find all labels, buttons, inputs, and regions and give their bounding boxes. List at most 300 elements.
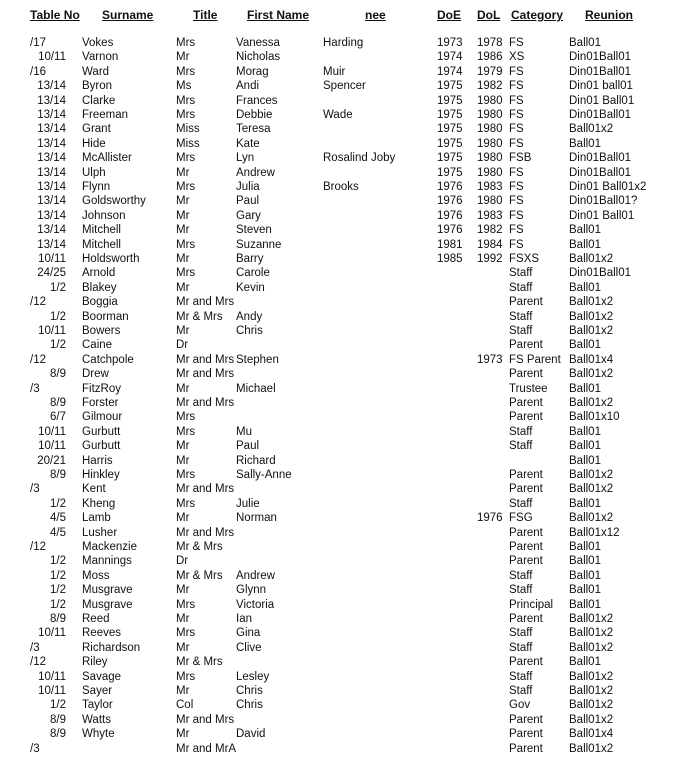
table-row [0, 411, 684, 425]
title-cell: Mr [176, 685, 190, 697]
table-row [0, 455, 684, 469]
category-cell: Parent [509, 368, 543, 381]
table-row [0, 714, 684, 728]
nee-cell: Wade [323, 109, 353, 121]
table-row [0, 383, 684, 397]
surname-cell: Mitchell [82, 224, 121, 237]
reunion-cell: Ball01 [569, 440, 601, 453]
category-cell: Staff [509, 310, 533, 323]
table-row [0, 743, 684, 757]
header-reunion: Reunion [585, 8, 633, 22]
dol-cell: 1992 [477, 253, 503, 265]
nee-cell: Brooks [323, 181, 359, 193]
reunion-cell: Ball01x12 [569, 526, 620, 539]
first-name-cell: Julie [236, 497, 260, 510]
surname-cell: Ward [82, 65, 110, 78]
table-row [0, 642, 684, 656]
category-cell: Staff [509, 425, 533, 438]
table-no-cell: 10/11 [38, 685, 66, 697]
surname-cell: Gurbutt [82, 425, 121, 438]
category-cell: Staff [509, 497, 533, 510]
table-row [0, 195, 684, 209]
first-name-cell: Gina [236, 627, 261, 640]
nee-cell: Rosalind Joby [323, 152, 396, 165]
table-no-cell: /12 [30, 656, 46, 669]
category-cell: FS [509, 238, 524, 251]
category-cell: Parent [509, 555, 543, 568]
table-no-cell: /12 [30, 296, 46, 309]
header-table-no: Table No [30, 8, 80, 22]
surname-cell: Gurbutt [82, 440, 121, 453]
table-row [0, 224, 684, 238]
reunion-cell: Din01Ball01 [569, 267, 632, 280]
title-cell: Mr [176, 454, 190, 467]
category-cell: FS Parent [509, 353, 561, 366]
title-cell: Mr [176, 51, 190, 64]
surname-cell: Drew [82, 368, 109, 381]
surname-cell: Richardson [82, 641, 141, 654]
table-row [0, 627, 684, 641]
table-row [0, 599, 684, 613]
surname-cell: Kheng [82, 497, 116, 510]
header-category: Category [511, 8, 564, 22]
reunion-cell: Ball01x2 [569, 742, 614, 755]
doe-cell: 1976 [437, 224, 463, 237]
title-cell: Mr [176, 253, 190, 265]
dol-cell: 1979 [477, 65, 503, 78]
table-row [0, 699, 684, 713]
title-cell: Mr [176, 325, 190, 337]
dol-cell: 1983 [477, 181, 503, 193]
header-dol: DoL [477, 8, 501, 22]
title-cell: Mr and MrA [176, 742, 236, 755]
category-cell: Staff [509, 670, 533, 683]
table-no-cell: 8/9 [50, 469, 66, 481]
table-no-cell: /3 [30, 641, 40, 654]
table-no-cell: 13/14 [37, 80, 66, 93]
category-cell: Staff [509, 627, 533, 640]
surname-cell: Reeves [82, 627, 121, 640]
table-no-cell: 13/14 [37, 209, 66, 222]
title-cell: Dr [176, 555, 189, 568]
surname-cell: Freeman [82, 109, 129, 121]
title-cell: Mr [176, 584, 190, 597]
table-row [0, 267, 684, 281]
first-name-cell: David [236, 728, 266, 741]
dol-cell: 1978 [477, 37, 503, 49]
table-no-cell: 8/9 [50, 613, 66, 625]
category-cell: Staff [509, 281, 533, 294]
title-cell: Mr [176, 613, 190, 625]
category-cell: Parent [509, 613, 543, 625]
surname-cell: Boorman [82, 310, 129, 323]
first-name-cell: Barry [236, 253, 264, 265]
surname-cell: Holdsworth [82, 253, 140, 265]
table-no-cell: 10/11 [38, 627, 66, 640]
first-name-cell: Michael [236, 382, 276, 395]
table-row [0, 426, 684, 440]
surname-cell: Flynn [82, 181, 111, 193]
table-row [0, 325, 684, 339]
title-cell: Mr and Mrs [176, 368, 235, 381]
first-name-cell: Lesley [236, 670, 270, 683]
reunion-cell: Ball01 [569, 224, 601, 237]
first-name-cell: Clive [236, 641, 262, 654]
dol-cell: 1980 [477, 195, 503, 208]
surname-cell: Bowers [82, 325, 121, 337]
table-row [0, 296, 684, 310]
reunion-cell: Din01Ball01 [569, 152, 632, 165]
table-no-cell: 8/9 [50, 713, 66, 726]
table-row [0, 239, 684, 253]
category-cell: Parent [509, 713, 543, 726]
title-cell: Mrs [176, 181, 196, 193]
nee-cell: Harding [323, 37, 364, 49]
category-cell: FSXS [509, 253, 540, 265]
reunion-cell: Ball01x2 [569, 325, 614, 337]
doe-cell: 1974 [437, 51, 463, 64]
category-cell: Parent [509, 742, 543, 755]
category-cell: Staff [509, 440, 533, 453]
first-name-cell: Mu [236, 425, 252, 438]
surname-cell: Taylor [82, 699, 113, 712]
first-name-cell: Andy [236, 310, 263, 323]
title-cell: Mr [176, 440, 190, 453]
reunion-cell: Din01Ball01 [569, 65, 632, 78]
category-cell: Trustee [509, 382, 548, 395]
category-cell: Staff [509, 641, 533, 654]
surname-cell: Lamb [82, 512, 111, 525]
category-cell: Staff [509, 584, 533, 597]
table-no-cell: /3 [30, 483, 40, 496]
reunion-cell: Ball01 [569, 584, 601, 597]
reunion-cell: Ball01x2 [569, 253, 614, 265]
table-no-cell: 1/2 [50, 584, 66, 597]
doe-cell: 1985 [437, 253, 463, 265]
table-no-cell: 4/5 [50, 526, 66, 539]
surname-cell: Hinkley [82, 469, 120, 481]
doe-cell: 1975 [437, 137, 463, 150]
reunion-cell: Ball01x10 [569, 411, 620, 424]
surname-cell: Byron [82, 80, 113, 93]
reunion-cell: Ball01 [569, 497, 601, 510]
dol-cell: 1980 [477, 94, 503, 107]
first-name-cell: Chris [236, 699, 263, 712]
title-cell: Col [176, 699, 194, 712]
table-row [0, 253, 684, 267]
title-cell: Mr & Mrs [176, 541, 223, 553]
reunion-cell: Ball01x2 [569, 512, 614, 525]
table-no-cell: 20/21 [37, 454, 66, 467]
table-row [0, 282, 684, 296]
first-name-cell: Victoria [236, 598, 275, 611]
table-no-cell: 8/9 [50, 397, 66, 409]
title-cell: Mr [176, 195, 190, 208]
table-row [0, 397, 684, 411]
table-no-cell: 1/2 [50, 310, 66, 323]
first-name-cell: Gary [236, 209, 261, 222]
table-row [0, 440, 684, 454]
dol-cell: 1983 [477, 209, 503, 222]
header-first-name: First Name [247, 8, 310, 22]
surname-cell: Boggia [82, 296, 118, 309]
first-name-cell: Stephen [236, 353, 279, 366]
title-cell: Mr and Mrs [176, 483, 235, 496]
nee-cell: Muir [323, 65, 346, 78]
category-cell: Parent [509, 526, 543, 539]
title-cell: Ms [176, 80, 192, 93]
table-no-cell: 10/11 [38, 425, 66, 438]
dol-cell: 1980 [477, 137, 503, 150]
table-no-cell: 8/9 [50, 728, 66, 741]
table-row [0, 138, 684, 152]
reunion-cell: Ball01 [569, 37, 601, 49]
table-no-cell: 4/5 [50, 512, 66, 525]
first-name-cell: Teresa [236, 123, 271, 136]
category-cell: FS [509, 137, 524, 150]
title-cell: Mr [176, 641, 190, 654]
category-cell: Parent [509, 469, 543, 481]
title-cell: Mr & Mrs [176, 569, 223, 582]
title-cell: Mr and Mrs [176, 713, 235, 726]
category-cell: FS [509, 94, 524, 107]
first-name-cell: Ian [236, 613, 252, 625]
doe-cell: 1981 [437, 238, 463, 251]
reunion-cell: Ball01x4 [569, 353, 614, 366]
surname-cell: Johnson [82, 209, 126, 222]
surname-cell: Forster [82, 397, 119, 409]
category-cell: FS [509, 195, 524, 208]
doe-cell: 1975 [437, 152, 463, 165]
table-no-cell: 1/2 [50, 497, 66, 510]
title-cell: Mrs [176, 411, 196, 424]
first-name-cell: Paul [236, 195, 260, 208]
table-no-cell: 13/14 [37, 123, 66, 136]
doe-cell: 1976 [437, 195, 463, 208]
title-cell: Mr [176, 209, 190, 222]
table-row [0, 685, 684, 699]
reunion-cell: Din01Ball01 [569, 166, 632, 179]
table-row [0, 613, 684, 627]
surname-cell: Whyte [82, 728, 115, 741]
surname-cell: Gilmour [82, 411, 123, 424]
category-cell: FS [509, 109, 524, 121]
category-cell: Parent [509, 483, 543, 496]
dol-cell: 1973 [477, 353, 503, 366]
surname-cell: Harris [82, 454, 113, 467]
title-cell: Mrs [176, 94, 196, 107]
surname-cell: Sayer [82, 685, 113, 697]
surname-cell: Grant [82, 123, 111, 136]
surname-cell: Ulph [82, 166, 106, 179]
header-doe: DoE [437, 8, 461, 22]
table-no-cell: 13/14 [37, 224, 66, 237]
table-row [0, 368, 684, 382]
table-no-cell: 13/14 [37, 181, 66, 193]
dol-cell: 1986 [477, 51, 503, 64]
surname-cell: Savage [82, 670, 122, 683]
reunion-cell: Ball01 [569, 238, 601, 251]
title-cell: Dr [176, 339, 189, 352]
title-cell: Mr [176, 281, 190, 294]
table-row [0, 541, 684, 555]
category-cell: Staff [509, 569, 533, 582]
category-cell: Parent [509, 397, 543, 409]
reunion-cell: Ball01x2 [569, 296, 614, 309]
category-cell: FSB [509, 152, 532, 165]
first-name-cell: Lyn [236, 152, 255, 165]
surname-cell: Goldsworthy [82, 195, 146, 208]
doe-cell: 1975 [437, 123, 463, 136]
surname-cell: McAllister [82, 152, 132, 165]
reunion-cell: Ball01 [569, 454, 601, 467]
reunion-cell: Ball01 [569, 541, 601, 553]
doe-cell: 1976 [437, 181, 463, 193]
table-row [0, 584, 684, 598]
table-no-cell: 24/25 [37, 267, 66, 280]
category-cell: Parent [509, 339, 543, 352]
category-cell: Parent [509, 411, 543, 424]
table-row [0, 469, 684, 483]
reunion-cell: Ball01 [569, 598, 601, 611]
table-no-cell: 1/2 [50, 598, 66, 611]
dol-cell: 1980 [477, 123, 503, 136]
reunion-cell: Ball01x2 [569, 483, 614, 496]
title-cell: Mr and Mrs [176, 353, 235, 366]
title-cell: Mr & Mrs [176, 656, 223, 669]
surname-cell: Caine [82, 339, 113, 352]
first-name-cell: Paul [236, 440, 260, 453]
surname-cell: Musgrave [82, 584, 133, 597]
title-cell: Mr and Mrs [176, 526, 235, 539]
first-name-cell: Debbie [236, 109, 273, 121]
table-row [0, 483, 684, 497]
table-no-cell: /3 [30, 382, 40, 395]
reunion-cell: Ball01x2 [569, 699, 614, 712]
table-no-cell: 13/14 [37, 152, 66, 165]
doe-cell: 1976 [437, 209, 463, 222]
table-no-cell: 13/14 [37, 137, 66, 150]
surname-cell: Blakey [82, 281, 117, 294]
reunion-cell: Din01 Ball01 [569, 209, 635, 222]
surname-cell: Catchpole [82, 353, 134, 366]
title-cell: Mr [176, 512, 190, 525]
table-row [0, 311, 684, 325]
reunion-cell: Ball01 [569, 425, 601, 438]
title-cell: Mrs [176, 670, 196, 683]
surname-cell: Arnold [82, 267, 116, 280]
table-row [0, 109, 684, 123]
title-cell: Mrs [176, 627, 196, 640]
reunion-cell: Ball01x2 [569, 368, 614, 381]
reunion-cell: Din01 Ball01 [569, 94, 635, 107]
surname-cell: Riley [82, 656, 108, 669]
reunion-cell: Ball01 [569, 656, 601, 669]
table-row [0, 80, 684, 94]
first-name-cell: Steven [236, 224, 272, 237]
table-no-cell: 10/11 [38, 440, 66, 453]
first-name-cell: Andrew [236, 166, 275, 179]
first-name-cell: Frances [236, 94, 278, 107]
category-cell: Parent [509, 296, 543, 309]
dol-cell: 1982 [477, 224, 503, 237]
table-no-cell: /3 [30, 742, 40, 755]
first-name-cell: Chris [236, 325, 263, 337]
table-no-cell: /16 [30, 65, 46, 78]
table-row [0, 498, 684, 512]
table-row [0, 555, 684, 569]
reunion-cell: Ball01x4 [569, 728, 614, 741]
reunion-cell: Din01 Ball01x2 [569, 181, 647, 193]
dol-cell: 1976 [477, 512, 503, 525]
title-cell: Mrs [176, 109, 196, 121]
table-no-cell: /12 [30, 353, 46, 366]
table-no-cell: 1/2 [50, 281, 66, 294]
title-cell: Mr and Mrs [176, 296, 235, 309]
reunion-cell: Din01Ball01 [569, 109, 632, 121]
table-no-cell: 8/9 [50, 368, 66, 381]
category-cell: Parent [509, 656, 543, 669]
surname-cell: Kent [82, 483, 106, 496]
table-no-cell: 10/11 [38, 670, 66, 683]
category-cell: FS [509, 65, 524, 78]
title-cell: Mr & Mrs [176, 310, 223, 323]
doe-cell: 1974 [437, 65, 463, 78]
reunion-cell: Ball01 [569, 281, 601, 294]
table-no-cell: 10/11 [38, 253, 66, 265]
surname-cell: Clarke [82, 94, 116, 107]
table-row [0, 152, 684, 166]
first-name-cell: Richard [236, 454, 276, 467]
table-row [0, 656, 684, 670]
reunion-cell: Ball01x2 [569, 627, 614, 640]
category-cell: FS [509, 181, 524, 193]
surname-cell: Lusher [82, 526, 118, 539]
dol-cell: 1984 [477, 238, 503, 251]
table-no-cell: 10/11 [38, 51, 66, 64]
table-no-cell: 1/2 [50, 569, 66, 582]
table-no-cell: /17 [30, 37, 46, 49]
title-cell: Mrs [176, 238, 196, 251]
category-cell: Gov [509, 699, 531, 712]
first-name-cell: Kate [236, 137, 260, 150]
table-row [0, 66, 684, 80]
first-name-cell: Vanessa [236, 37, 280, 49]
reunion-cell: Din01Ball01? [569, 195, 638, 208]
title-cell: Mr [176, 382, 190, 395]
title-cell: Mrs [176, 598, 196, 611]
table-row [0, 527, 684, 541]
dol-cell: 1980 [477, 109, 503, 121]
first-name-cell: Andi [236, 80, 260, 93]
table-no-cell: 6/7 [50, 411, 66, 424]
first-name-cell: Andrew [236, 569, 275, 582]
table-row [0, 671, 684, 685]
surname-cell: Vokes [82, 37, 114, 49]
reunion-cell: Ball01x2 [569, 670, 614, 683]
category-cell: Staff [509, 267, 533, 280]
surname-cell: Watts [82, 713, 111, 726]
category-cell: FS [509, 209, 524, 222]
table-row [0, 354, 684, 368]
title-cell: Mr and Mrs [176, 397, 235, 409]
category-cell: FS [509, 224, 524, 237]
title-cell: Mr [176, 224, 190, 237]
title-cell: Mrs [176, 425, 196, 438]
table-row [0, 181, 684, 195]
table-no-cell: 13/14 [37, 94, 66, 107]
doe-cell: 1975 [437, 166, 463, 179]
